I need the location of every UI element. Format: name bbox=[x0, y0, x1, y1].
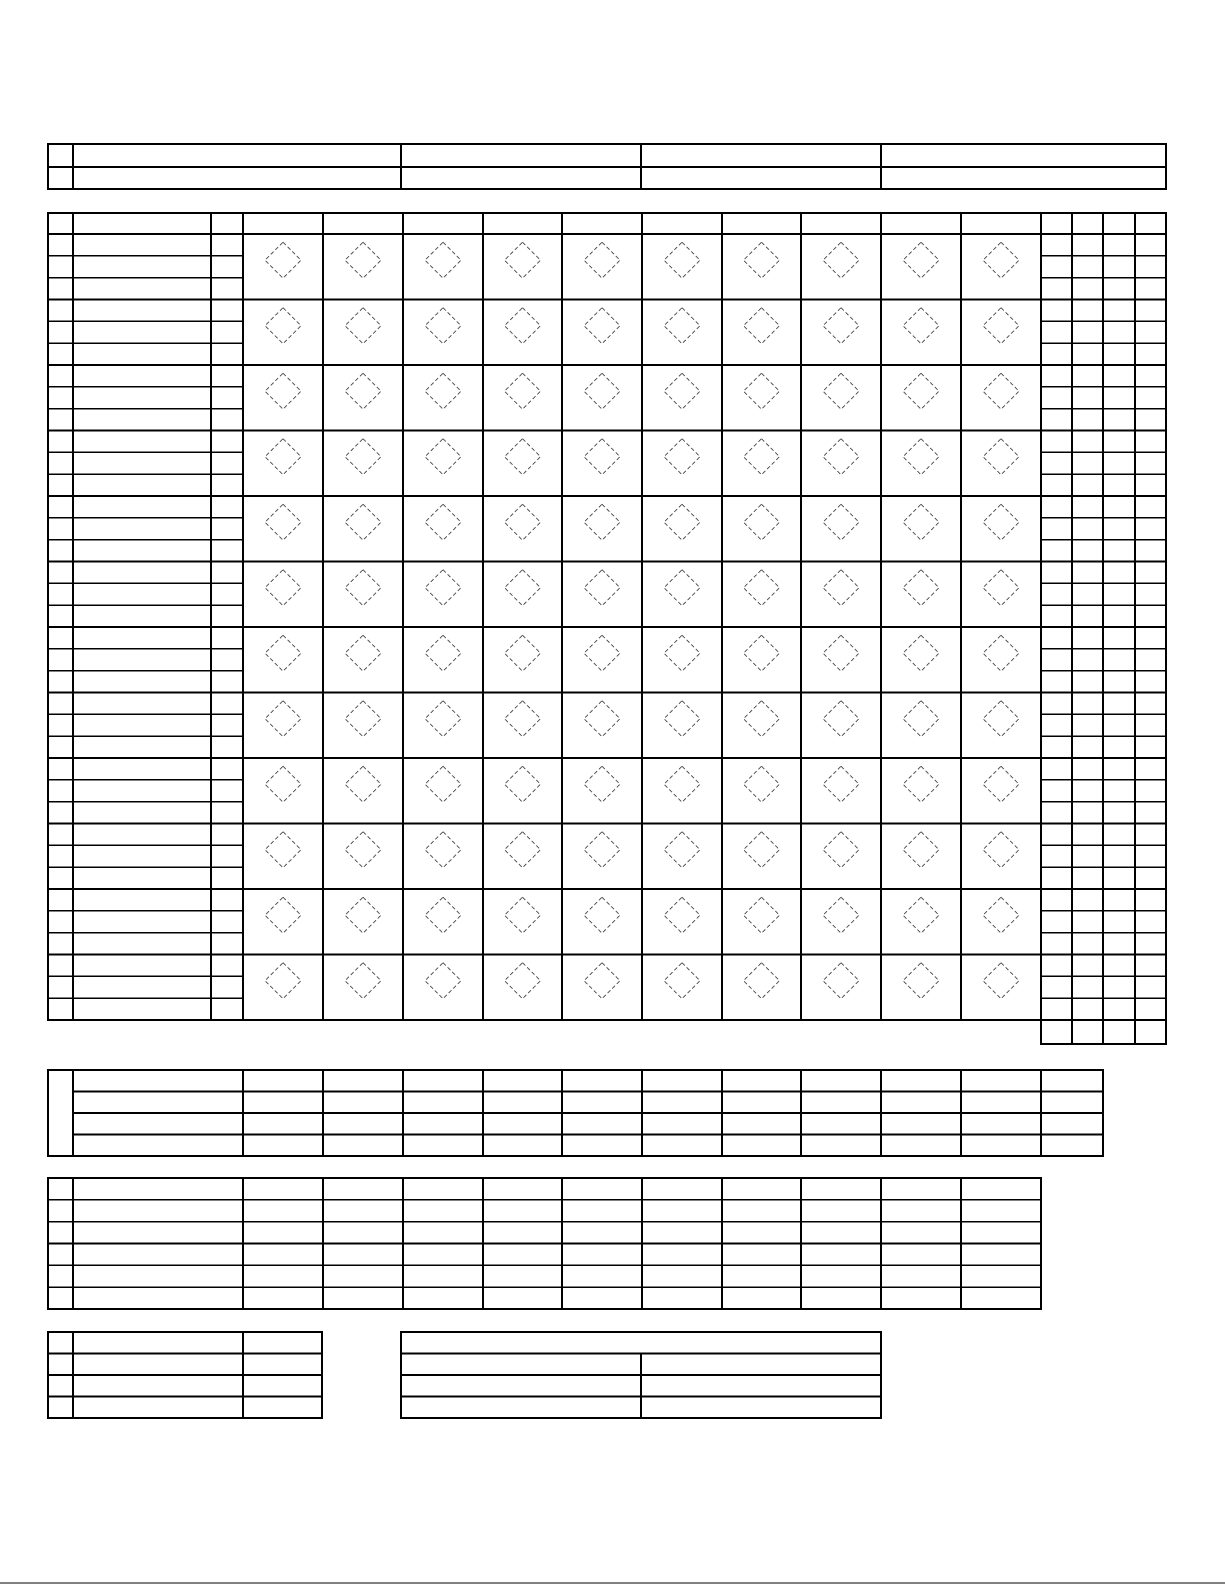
diamond-icon bbox=[584, 570, 620, 606]
diamond-icon bbox=[505, 897, 541, 933]
diamond-icon bbox=[664, 439, 700, 475]
diamond-icon bbox=[584, 963, 620, 999]
diamond-icon bbox=[584, 242, 620, 278]
diamond-icon bbox=[664, 570, 700, 606]
diamond-icon bbox=[345, 635, 381, 671]
diamond-icon bbox=[983, 701, 1019, 737]
diamond-icon bbox=[345, 897, 381, 933]
batting-lineup-grid bbox=[48, 213, 1166, 1044]
diamond-icon bbox=[425, 570, 461, 606]
diamond-icon bbox=[265, 242, 301, 278]
diamond-icon bbox=[265, 832, 301, 868]
diamond-icon bbox=[744, 897, 780, 933]
diamond-icon bbox=[983, 439, 1019, 475]
diamond-icon bbox=[584, 635, 620, 671]
diamond-icon bbox=[823, 439, 859, 475]
diamond-icon bbox=[983, 635, 1019, 671]
diamond-icon bbox=[584, 308, 620, 344]
diamond-icon bbox=[265, 308, 301, 344]
diamond-icon bbox=[425, 635, 461, 671]
diamond-icon bbox=[584, 766, 620, 802]
diamond-icon bbox=[505, 504, 541, 540]
diamond-icon bbox=[903, 242, 939, 278]
diamond-icon bbox=[664, 832, 700, 868]
diamond-icon bbox=[903, 504, 939, 540]
diamond-icon bbox=[265, 766, 301, 802]
diamond-icon bbox=[425, 963, 461, 999]
diamond-icon bbox=[425, 504, 461, 540]
diamond-icon bbox=[265, 635, 301, 671]
diamond-icon bbox=[983, 897, 1019, 933]
diamond-icon bbox=[744, 635, 780, 671]
diamond-icon bbox=[744, 766, 780, 802]
diamond-icon bbox=[823, 701, 859, 737]
diamond-icon bbox=[505, 439, 541, 475]
diamond-icon bbox=[345, 439, 381, 475]
diamond-icon bbox=[903, 832, 939, 868]
diamond-icon bbox=[345, 963, 381, 999]
diamond-icon bbox=[664, 766, 700, 802]
diamond-icon bbox=[823, 373, 859, 409]
diamond-icon bbox=[744, 832, 780, 868]
diamond-icon bbox=[345, 766, 381, 802]
diamond-icon bbox=[505, 963, 541, 999]
diamond-icon bbox=[265, 897, 301, 933]
inning-summary-table bbox=[48, 1070, 1103, 1156]
diamond-icon bbox=[664, 635, 700, 671]
diamond-icon bbox=[584, 701, 620, 737]
diamond-icon bbox=[983, 570, 1019, 606]
diamond-icon bbox=[425, 832, 461, 868]
diamond-icon bbox=[823, 635, 859, 671]
diamond-icon bbox=[345, 308, 381, 344]
diamond-icon bbox=[744, 242, 780, 278]
diamond-icon bbox=[425, 766, 461, 802]
diamond-icon bbox=[903, 308, 939, 344]
diamond-icon bbox=[505, 242, 541, 278]
diamond-icon bbox=[903, 766, 939, 802]
diamond-icon bbox=[505, 635, 541, 671]
diamond-icon bbox=[505, 308, 541, 344]
diamond-icon bbox=[584, 373, 620, 409]
diamond-icon bbox=[345, 832, 381, 868]
game-header-table bbox=[48, 144, 1166, 189]
notes-table bbox=[401, 1332, 881, 1418]
diamond-icon bbox=[744, 701, 780, 737]
diamond-icon bbox=[584, 832, 620, 868]
diamond-icon bbox=[664, 504, 700, 540]
diamond-icon bbox=[903, 897, 939, 933]
diamond-icon bbox=[584, 439, 620, 475]
diamond-icon bbox=[345, 242, 381, 278]
diamond-icon bbox=[903, 439, 939, 475]
diamond-icon bbox=[664, 701, 700, 737]
diamond-icon bbox=[744, 439, 780, 475]
diamond-icon bbox=[505, 373, 541, 409]
diamond-icon bbox=[265, 373, 301, 409]
diamond-icon bbox=[584, 504, 620, 540]
diamond-icon bbox=[903, 570, 939, 606]
diamond-icon bbox=[425, 439, 461, 475]
diamond-icon bbox=[983, 242, 1019, 278]
diamond-icon bbox=[265, 504, 301, 540]
diamond-icon bbox=[903, 373, 939, 409]
diamond-icon bbox=[664, 308, 700, 344]
diamond-icon bbox=[983, 963, 1019, 999]
diamond-icon bbox=[903, 963, 939, 999]
diamond-icon bbox=[425, 701, 461, 737]
diamond-icon bbox=[823, 897, 859, 933]
diamond-icon bbox=[983, 832, 1019, 868]
diamond-icon bbox=[823, 504, 859, 540]
diamond-icon bbox=[265, 570, 301, 606]
diamond-icon bbox=[425, 308, 461, 344]
diamond-icon bbox=[505, 766, 541, 802]
pitcher-table bbox=[48, 1178, 1041, 1309]
diamond-icon bbox=[505, 570, 541, 606]
diamond-icon bbox=[983, 504, 1019, 540]
diamond-icon bbox=[903, 701, 939, 737]
diamond-icon bbox=[265, 701, 301, 737]
diamond-icon bbox=[664, 963, 700, 999]
diamond-icon bbox=[345, 701, 381, 737]
diamond-icon bbox=[983, 308, 1019, 344]
diamond-icon bbox=[744, 570, 780, 606]
diamond-icon bbox=[744, 373, 780, 409]
diamond-icon bbox=[744, 308, 780, 344]
diamond-icon bbox=[983, 373, 1019, 409]
diamond-icon bbox=[823, 963, 859, 999]
diamond-icon bbox=[664, 897, 700, 933]
diamond-icon bbox=[744, 963, 780, 999]
diamond-icon bbox=[664, 242, 700, 278]
diamond-icon bbox=[345, 373, 381, 409]
diamond-icon bbox=[983, 766, 1019, 802]
diamond-icon bbox=[664, 373, 700, 409]
diamond-icon bbox=[345, 504, 381, 540]
diamond-icon bbox=[265, 963, 301, 999]
diamond-icon bbox=[823, 570, 859, 606]
lineup-border bbox=[48, 213, 1041, 1020]
diamond-icon bbox=[823, 832, 859, 868]
diamond-icon bbox=[345, 570, 381, 606]
diamond-icon bbox=[425, 373, 461, 409]
diamond-icon bbox=[505, 832, 541, 868]
diamond-icon bbox=[823, 766, 859, 802]
diamond-icon bbox=[505, 701, 541, 737]
diamond-icon bbox=[823, 308, 859, 344]
catcher-table bbox=[48, 1332, 322, 1418]
diamond-icon bbox=[584, 897, 620, 933]
diamond-icon bbox=[425, 897, 461, 933]
diamond-icon bbox=[823, 242, 859, 278]
diamond-icon bbox=[744, 504, 780, 540]
diamond-icon bbox=[265, 439, 301, 475]
diamond-icon bbox=[903, 635, 939, 671]
diamond-icon bbox=[425, 242, 461, 278]
